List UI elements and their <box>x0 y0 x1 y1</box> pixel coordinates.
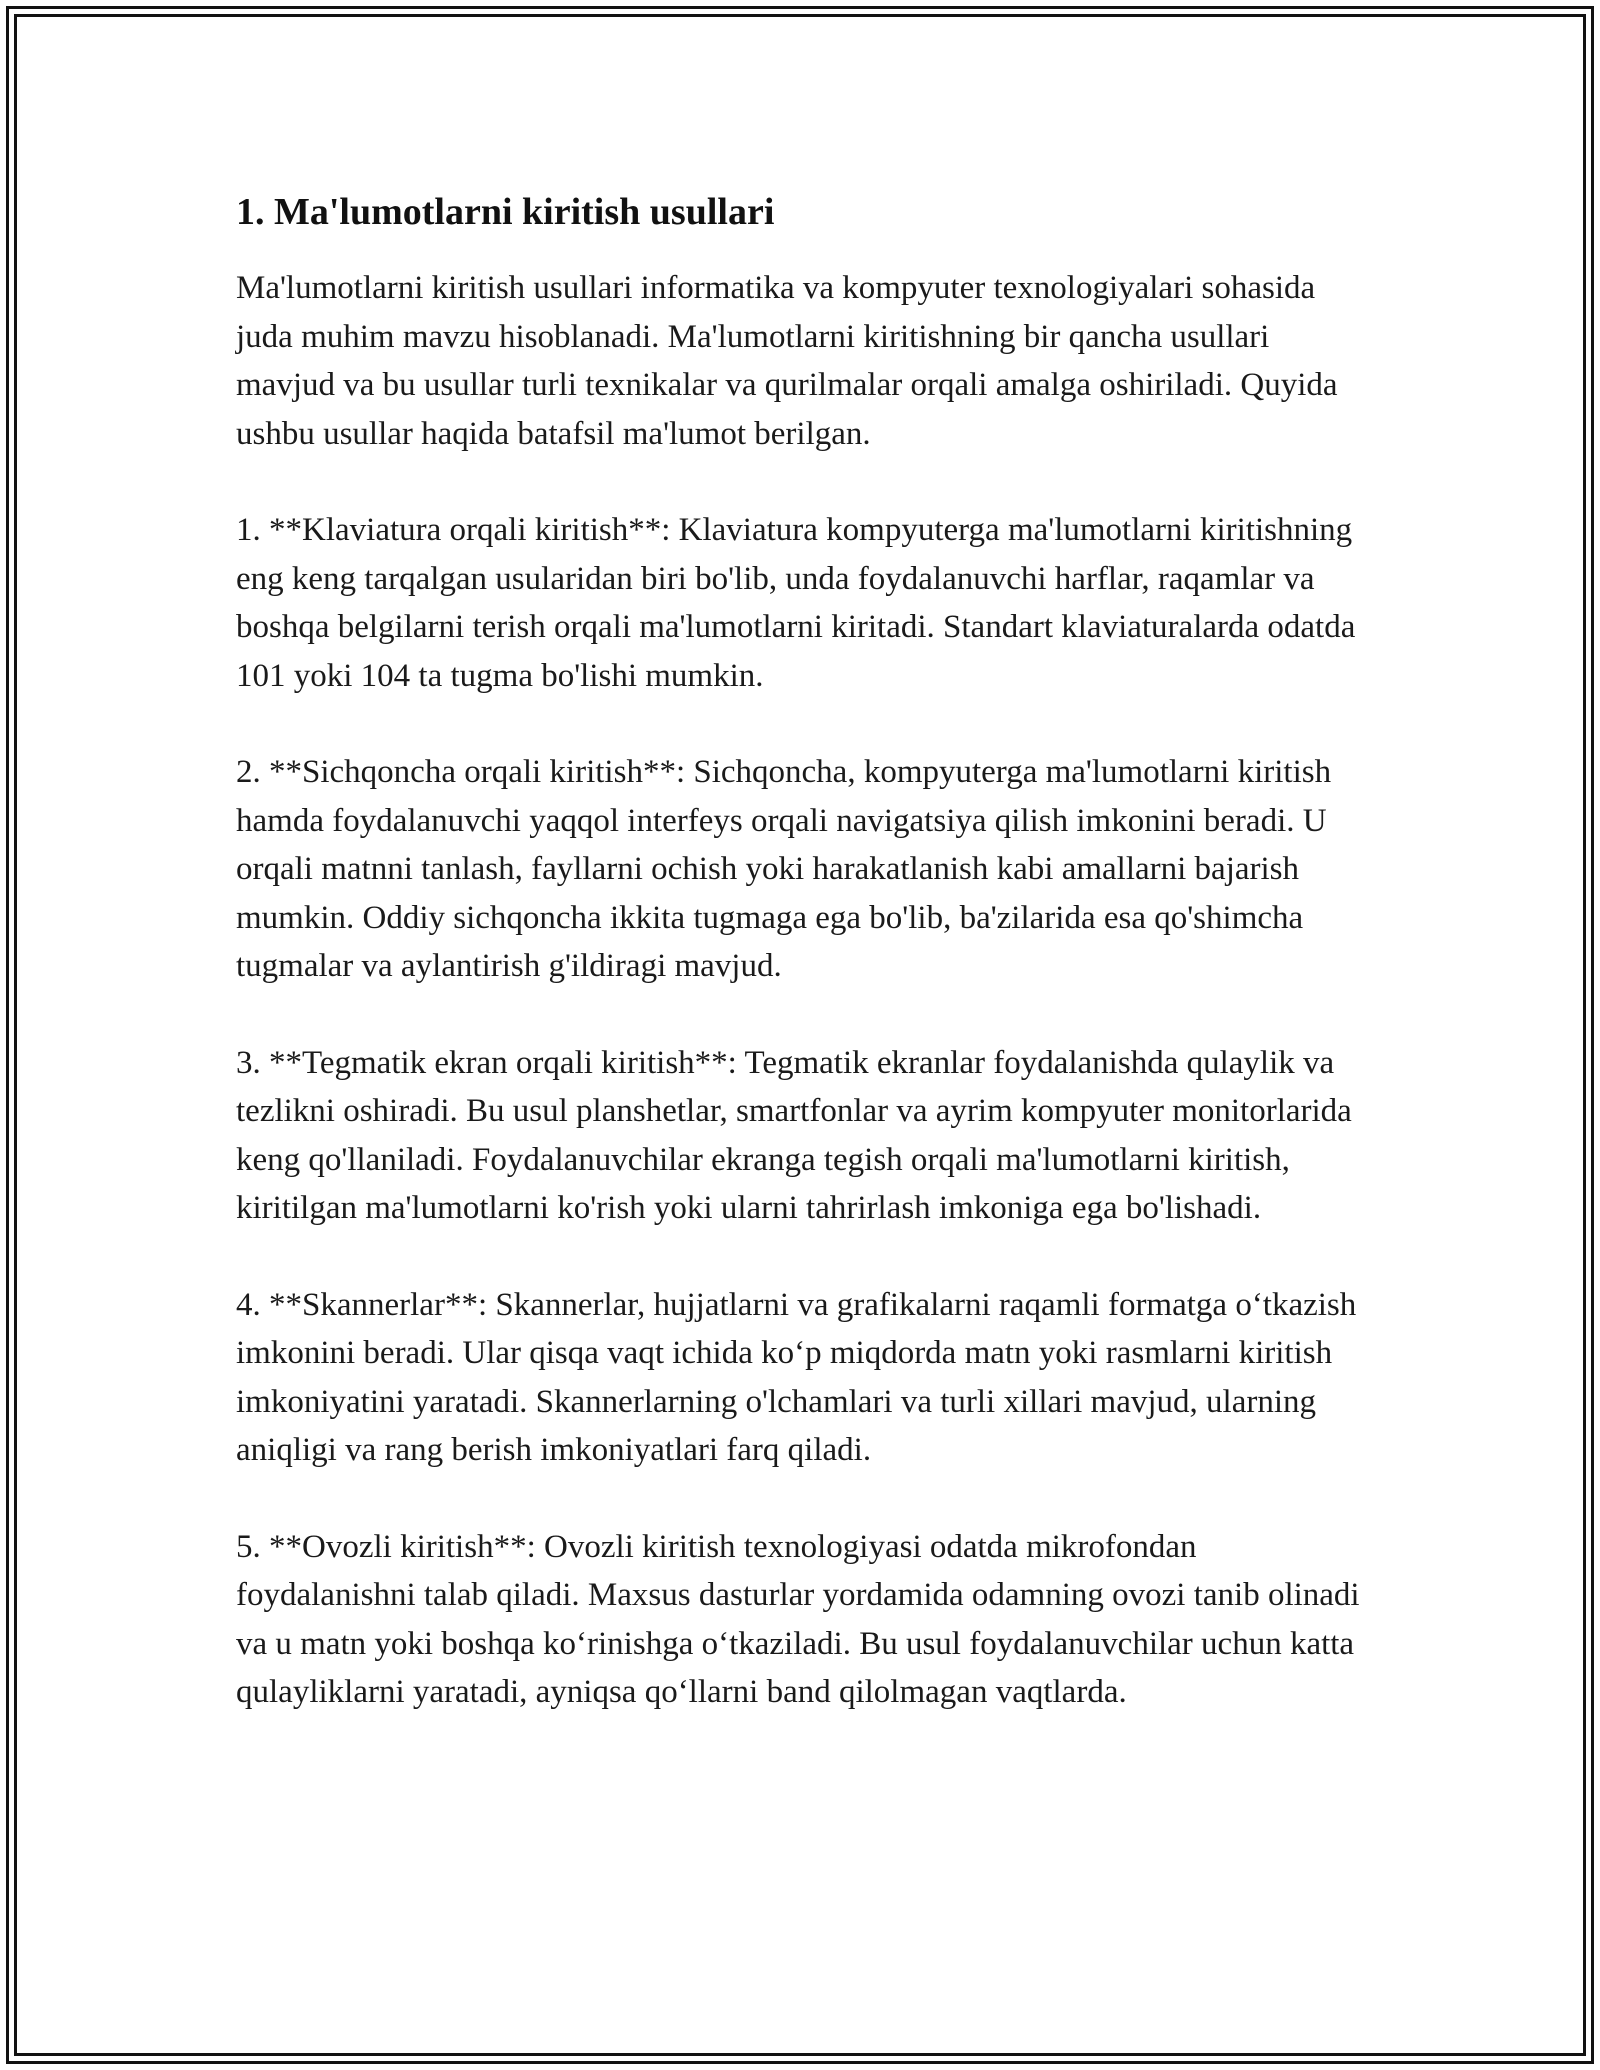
section-heading: 1. Ma'lumotlarni kiritish usullari <box>236 191 775 233</box>
paragraph-keyboard-input: 1. **Klaviatura orqali kiritish**: Klaviatura kompyuterga ma'lumotlarni kiritishning eng keng tarqalgan usularidan biri bo'lib, unda foydalanuvchi harflar, raqamlar va boshqa belgilarni terish orqali ma'lumotlarni kiritadi. Standart klaviaturalarda odatda 101 yoki 104 ta tugma bo'lishi mumkin. <box>236 512 1356 694</box>
intro-paragraph: Ma'lumotlarni kiritish usullari informatika va kompyuter texnologiyalari sohasida juda muhim mavzu hisoblanadi. Ma'lumotlarni kiritishning bir qancha usullari mavjud va bu usullar turli texnikalar va qurilmalar orqali amalga oshiriladi. Quyida ushbu usullar haqida batafsil ma'lumot berilgan. <box>236 270 1338 452</box>
paragraph-touchscreen-input: 3. **Tegmatik ekran orqali kiritish**: Tegmatik ekranlar foydalanishda qulaylik va tezlikni oshiradi. Bu usul planshetlar, smartfonlar va ayrim kompyuter monitorlarida keng qo'llaniladi. Foydalanuvchilar ekranga tegish orqali ma'lumotlarni kiritish, kiritilgan ma'lumotlarni ko'rish yoki ularni tahrirlash imkoniga ega bo'lishadi. <box>236 1044 1352 1226</box>
paragraph-scanners: 4. **Skannerlar**: Skannerlar, hujjatlarni va grafikalarni raqamli formatga o‘tkazish imkonini beradi. Ular qisqa vaqt ichida ko‘p miqdorda matn yoki rasmlarni kiritish imkoniyatini yaratadi. Skannerlarning o'lchamlari va turli xillari mavjud, ularning aniqligi va rang berish imkoniyatlari farq qiladi. <box>236 1286 1357 1468</box>
paragraph-mouse-input: 2. **Sichqoncha orqali kiritish**: Sichqoncha, kompyuterga ma'lumotlarni kiritish hamda foydalanuvchi yaqqol interfeys orqali navigatsiya qilish imkonini beradi. U orqali matnni tanlash, fayllarni ochish yoki harakatlanish kabi amallarni bajarish mumkin. Oddiy sichqoncha ikkita tugmaga ega bo'lib, ba'zilarida esa qo'shimcha tugmalar va aylantirish g'ildiragi mavjud. <box>236 754 1332 984</box>
document-body <box>236 186 1376 1765</box>
paragraph-voice-input: 5. **Ovozli kiritish**: Ovozli kiritish texnologiyasi odatda mikrofondan foydalanishni talab qiladi. Maxsus dasturlar yordamida odamning ovozi tanib olinadi va u matn yoki boshqa ko‘rinishga o‘tkaziladi. Bu usul foydalanuvchilar uchun katta qulayliklarni yaratadi, ayniqsa qo‘llarni band qilolmagan vaqtlarda. <box>236 1528 1360 1710</box>
